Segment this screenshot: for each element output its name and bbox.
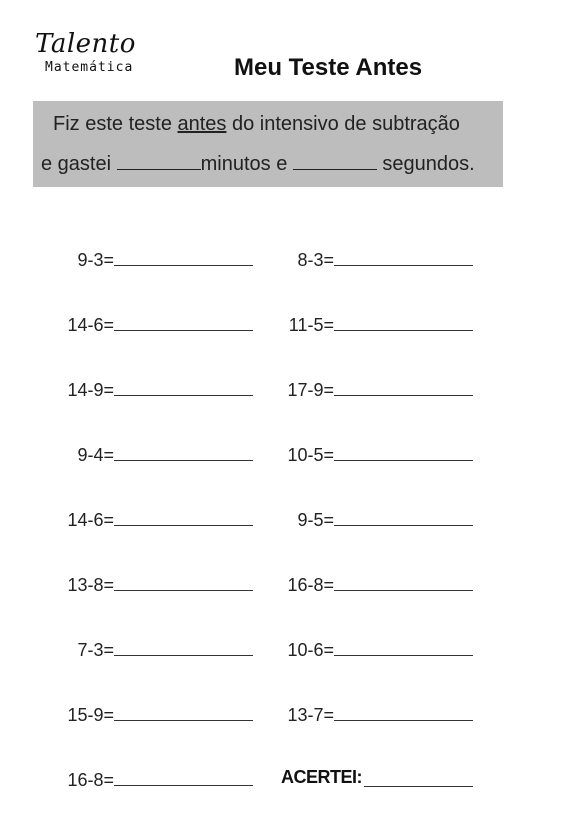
banner-line-1 (53, 113, 460, 136)
problem-left-4: 9-4= (77, 445, 114, 465)
problem-left-5: 14-6= (67, 510, 114, 530)
answer-line-left-2[interactable] (114, 330, 253, 331)
problem-left-6: 13-8= (67, 575, 114, 595)
banner-text-2c: segundos. (376, 153, 475, 175)
talento-logo (35, 30, 155, 75)
problem-right-3: 17-9= (287, 380, 334, 400)
answer-line-left-6[interactable] (114, 590, 253, 591)
answer-line-left-7[interactable] (114, 655, 253, 656)
problem-left-3: 14-9= (67, 380, 114, 400)
acertei-answer-line[interactable] (364, 786, 473, 787)
answer-line-right-2[interactable] (334, 330, 473, 331)
problem-right-6: 16-8= (287, 575, 334, 595)
problem-right-7: 10-6= (287, 640, 334, 660)
answer-line-right-8[interactable] (334, 720, 473, 721)
answer-line-left-4[interactable] (114, 460, 253, 461)
page-title: Meu Teste Antes (234, 54, 423, 81)
answer-line-right-1[interactable] (334, 265, 473, 266)
instruction-banner (33, 101, 503, 187)
seconds-blank[interactable] (293, 168, 377, 170)
banner-text-2b: minutos e (200, 153, 293, 175)
problem-left-1: 9-3= (77, 250, 114, 270)
minutes-blank[interactable] (117, 168, 201, 170)
problem-right-4: 10-5= (287, 445, 334, 465)
banner-underlined-word: antes (177, 113, 227, 135)
acertei-row (281, 767, 362, 788)
logo-subtitle: Matemática (45, 60, 134, 75)
problem-left-9: 16-8= (67, 770, 114, 790)
banner-text-1a: Fiz este teste (53, 113, 178, 135)
answer-line-left-5[interactable] (114, 525, 253, 526)
answer-line-right-5[interactable] (334, 525, 473, 526)
banner-line-2 (41, 153, 475, 176)
answer-line-left-9[interactable] (114, 785, 253, 786)
answer-line-right-7[interactable] (334, 655, 473, 656)
answer-line-left-8[interactable] (114, 720, 253, 721)
problem-right-1: 8-3= (297, 250, 334, 270)
answer-line-right-6[interactable] (334, 590, 473, 591)
problem-right-5: 9-5= (297, 510, 334, 530)
answer-line-left-3[interactable] (114, 395, 253, 396)
problem-left-8: 15-9= (67, 705, 114, 725)
banner-text-2a: e gastei (41, 153, 117, 175)
answer-line-left-1[interactable] (114, 265, 253, 266)
problem-right-2: 11-5= (288, 315, 334, 335)
problem-left-2: 14-6= (67, 315, 114, 335)
acertei-label: ACERTEI: (281, 767, 362, 787)
banner-text-1b: do intensivo de subtração (226, 113, 460, 135)
problem-left-7: 7-3= (77, 640, 114, 660)
logo-brand: Talento (35, 29, 136, 59)
answer-line-right-3[interactable] (334, 395, 473, 396)
answer-line-right-4[interactable] (334, 460, 473, 461)
problem-right-8: 13-7= (287, 705, 334, 725)
